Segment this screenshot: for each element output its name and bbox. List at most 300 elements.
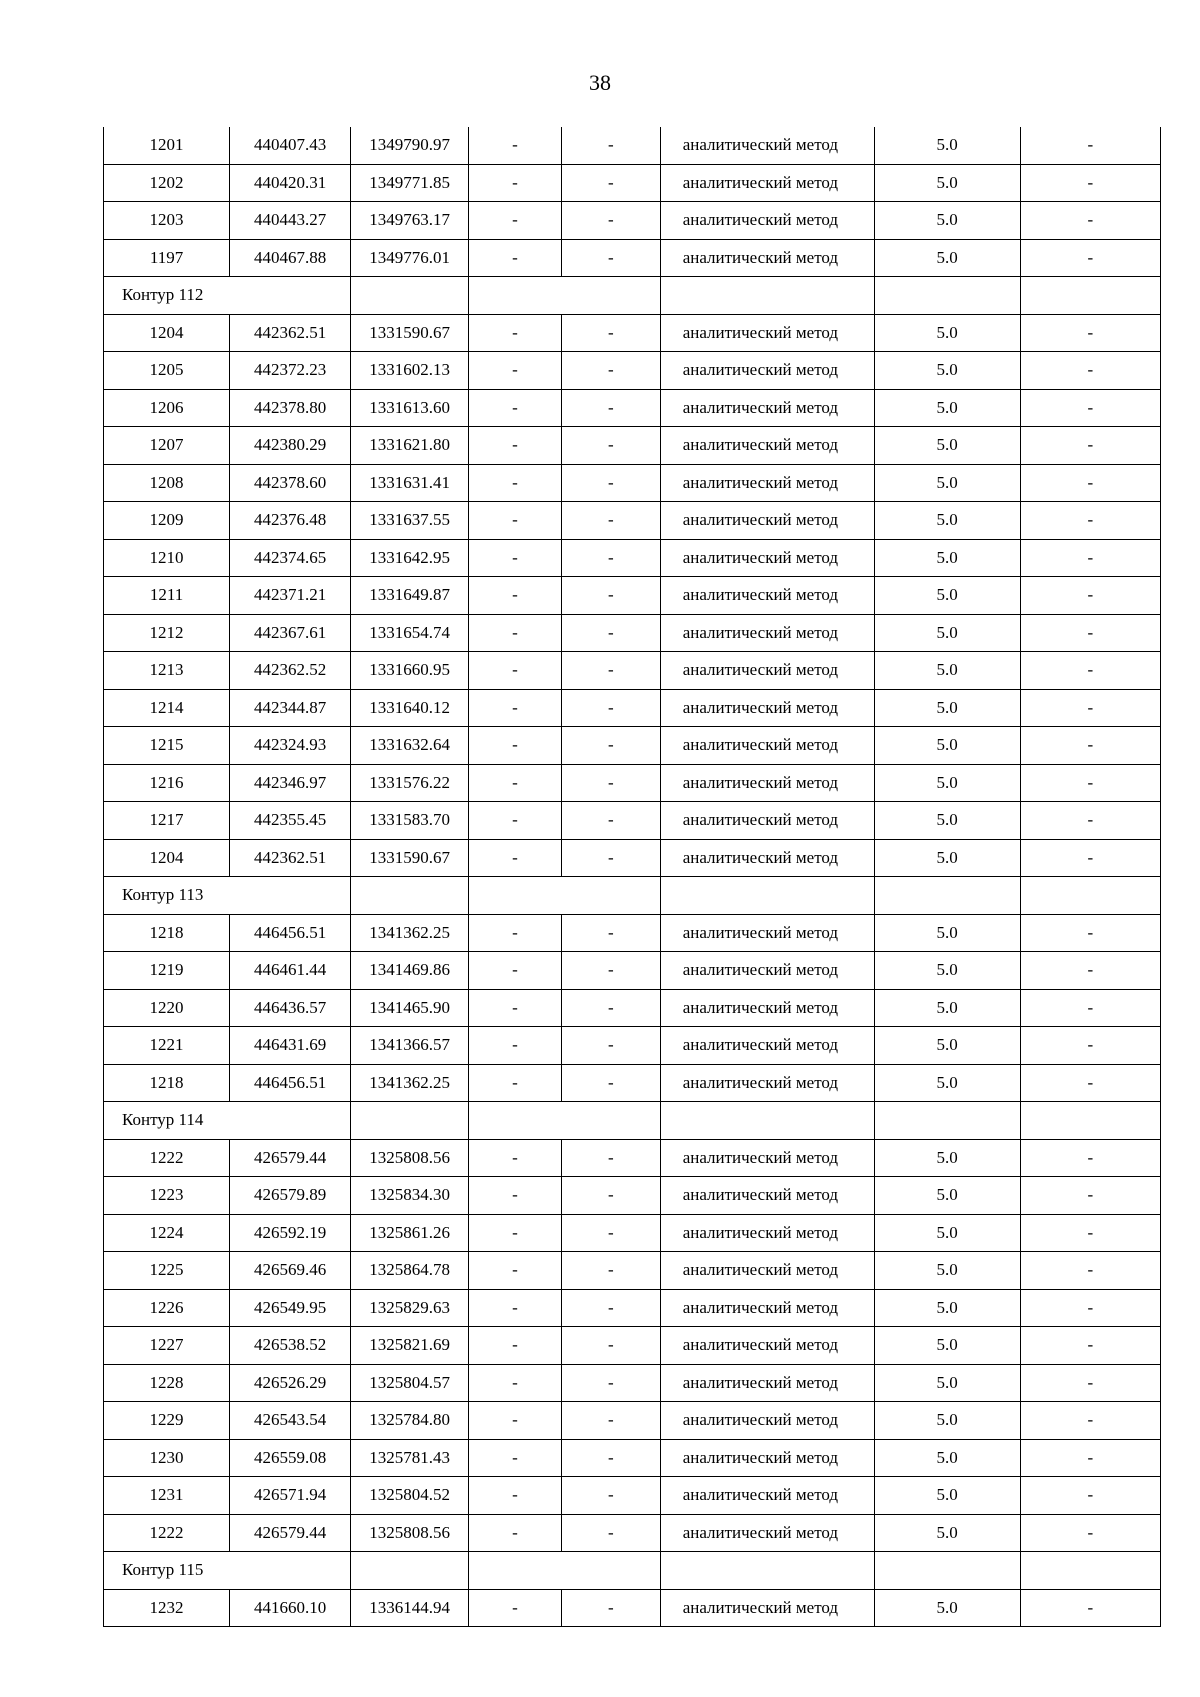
empty-value-cell: - bbox=[1020, 1064, 1160, 1102]
empty-value-cell: - bbox=[561, 239, 660, 277]
method-cell: аналитический метод bbox=[660, 502, 874, 540]
x-coordinate-cell: 426559.08 bbox=[230, 1439, 351, 1477]
method-cell: аналитический метод bbox=[660, 164, 874, 202]
empty-value-cell: - bbox=[1020, 202, 1160, 240]
y-coordinate-cell: 1331590.67 bbox=[351, 314, 469, 352]
empty-value-cell: - bbox=[561, 839, 660, 877]
y-coordinate-cell: 1341465.90 bbox=[351, 989, 469, 1027]
accuracy-cell: 5.0 bbox=[874, 1214, 1020, 1252]
point-number-cell: 1203 bbox=[104, 202, 230, 240]
empty-value-cell: - bbox=[1020, 1514, 1160, 1552]
empty-value-cell: - bbox=[561, 727, 660, 765]
blank-cell bbox=[469, 1102, 661, 1140]
empty-value-cell: - bbox=[469, 314, 562, 352]
contour-label: Контур 112 bbox=[104, 277, 351, 315]
method-cell: аналитический метод bbox=[660, 1027, 874, 1065]
y-coordinate-cell: 1331632.64 bbox=[351, 727, 469, 765]
empty-value-cell: - bbox=[1020, 652, 1160, 690]
empty-value-cell: - bbox=[1020, 164, 1160, 202]
y-coordinate-cell: 1349790.97 bbox=[351, 127, 469, 164]
blank-cell bbox=[351, 277, 469, 315]
empty-value-cell: - bbox=[561, 689, 660, 727]
empty-value-cell: - bbox=[469, 1364, 562, 1402]
point-number-cell: 1222 bbox=[104, 1139, 230, 1177]
empty-value-cell: - bbox=[561, 1327, 660, 1365]
table-row bbox=[104, 1027, 1161, 1065]
empty-value-cell: - bbox=[469, 1402, 562, 1440]
method-cell: аналитический метод bbox=[660, 614, 874, 652]
empty-value-cell: - bbox=[1020, 839, 1160, 877]
table-row bbox=[104, 1214, 1161, 1252]
method-cell: аналитический метод bbox=[660, 464, 874, 502]
blank-cell bbox=[660, 1552, 874, 1590]
y-coordinate-cell: 1325808.56 bbox=[351, 1139, 469, 1177]
empty-value-cell: - bbox=[469, 239, 562, 277]
y-coordinate-cell: 1341362.25 bbox=[351, 914, 469, 952]
point-number-cell: 1226 bbox=[104, 1289, 230, 1327]
point-number-cell: 1224 bbox=[104, 1214, 230, 1252]
blank-cell bbox=[469, 877, 661, 915]
y-coordinate-cell: 1325829.63 bbox=[351, 1289, 469, 1327]
accuracy-cell: 5.0 bbox=[874, 202, 1020, 240]
x-coordinate-cell: 442367.61 bbox=[230, 614, 351, 652]
point-number-cell: 1205 bbox=[104, 352, 230, 390]
point-number-cell: 1230 bbox=[104, 1439, 230, 1477]
point-number-cell: 1222 bbox=[104, 1514, 230, 1552]
empty-value-cell: - bbox=[469, 764, 562, 802]
accuracy-cell: 5.0 bbox=[874, 502, 1020, 540]
empty-value-cell: - bbox=[1020, 502, 1160, 540]
empty-value-cell: - bbox=[1020, 1477, 1160, 1515]
y-coordinate-cell: 1341469.86 bbox=[351, 952, 469, 990]
empty-value-cell: - bbox=[1020, 1177, 1160, 1215]
method-cell: аналитический метод bbox=[660, 1252, 874, 1290]
empty-value-cell: - bbox=[561, 427, 660, 465]
empty-value-cell: - bbox=[561, 502, 660, 540]
x-coordinate-cell: 442371.21 bbox=[230, 577, 351, 615]
x-coordinate-cell: 446456.51 bbox=[230, 1064, 351, 1102]
accuracy-cell: 5.0 bbox=[874, 1477, 1020, 1515]
point-number-cell: 1229 bbox=[104, 1402, 230, 1440]
point-number-cell: 1204 bbox=[104, 839, 230, 877]
blank-cell bbox=[874, 877, 1020, 915]
method-cell: аналитический метод bbox=[660, 1214, 874, 1252]
y-coordinate-cell: 1325834.30 bbox=[351, 1177, 469, 1215]
x-coordinate-cell: 426569.46 bbox=[230, 1252, 351, 1290]
method-cell: аналитический метод bbox=[660, 314, 874, 352]
table-row bbox=[104, 1364, 1161, 1402]
method-cell: аналитический метод bbox=[660, 1477, 874, 1515]
empty-value-cell: - bbox=[1020, 352, 1160, 390]
method-cell: аналитический метод bbox=[660, 1327, 874, 1365]
method-cell: аналитический метод bbox=[660, 802, 874, 840]
empty-value-cell: - bbox=[561, 1402, 660, 1440]
x-coordinate-cell: 442372.23 bbox=[230, 352, 351, 390]
empty-value-cell: - bbox=[469, 689, 562, 727]
table-row bbox=[104, 764, 1161, 802]
point-number-cell: 1206 bbox=[104, 389, 230, 427]
empty-value-cell: - bbox=[469, 652, 562, 690]
method-cell: аналитический метод bbox=[660, 427, 874, 465]
table-row bbox=[104, 727, 1161, 765]
y-coordinate-cell: 1325781.43 bbox=[351, 1439, 469, 1477]
empty-value-cell: - bbox=[469, 1139, 562, 1177]
table-row bbox=[104, 427, 1161, 465]
x-coordinate-cell: 446461.44 bbox=[230, 952, 351, 990]
x-coordinate-cell: 442362.51 bbox=[230, 314, 351, 352]
method-cell: аналитический метод bbox=[660, 127, 874, 164]
method-cell: аналитический метод bbox=[660, 352, 874, 390]
blank-cell bbox=[874, 277, 1020, 315]
accuracy-cell: 5.0 bbox=[874, 239, 1020, 277]
empty-value-cell: - bbox=[561, 1177, 660, 1215]
empty-value-cell: - bbox=[561, 1477, 660, 1515]
empty-value-cell: - bbox=[1020, 1289, 1160, 1327]
x-coordinate-cell: 442378.60 bbox=[230, 464, 351, 502]
point-number-cell: 1210 bbox=[104, 539, 230, 577]
y-coordinate-cell: 1325808.56 bbox=[351, 1514, 469, 1552]
empty-value-cell: - bbox=[1020, 314, 1160, 352]
accuracy-cell: 5.0 bbox=[874, 689, 1020, 727]
page-number: 38 bbox=[589, 70, 611, 95]
method-cell: аналитический метод bbox=[660, 689, 874, 727]
table-row bbox=[104, 464, 1161, 502]
table-row bbox=[104, 1439, 1161, 1477]
empty-value-cell: - bbox=[469, 1064, 562, 1102]
point-number-cell: 1216 bbox=[104, 764, 230, 802]
accuracy-cell: 5.0 bbox=[874, 1589, 1020, 1627]
contour-label: Контур 113 bbox=[104, 877, 351, 915]
blank-cell bbox=[1020, 1102, 1160, 1140]
table-row bbox=[104, 1252, 1161, 1290]
empty-value-cell: - bbox=[1020, 614, 1160, 652]
table-row bbox=[104, 202, 1161, 240]
point-number-cell: 1232 bbox=[104, 1589, 230, 1627]
empty-value-cell: - bbox=[469, 1027, 562, 1065]
empty-value-cell: - bbox=[561, 1252, 660, 1290]
empty-value-cell: - bbox=[561, 952, 660, 990]
contour-header-row bbox=[104, 1102, 1161, 1140]
blank-cell bbox=[874, 1102, 1020, 1140]
method-cell: аналитический метод bbox=[660, 952, 874, 990]
table-row bbox=[104, 1402, 1161, 1440]
table-row bbox=[104, 1289, 1161, 1327]
x-coordinate-cell: 442346.97 bbox=[230, 764, 351, 802]
blank-cell bbox=[469, 277, 661, 315]
x-coordinate-cell: 440443.27 bbox=[230, 202, 351, 240]
x-coordinate-cell: 426592.19 bbox=[230, 1214, 351, 1252]
x-coordinate-cell: 442376.48 bbox=[230, 502, 351, 540]
y-coordinate-cell: 1341362.25 bbox=[351, 1064, 469, 1102]
method-cell: аналитический метод bbox=[660, 1402, 874, 1440]
empty-value-cell: - bbox=[1020, 539, 1160, 577]
method-cell: аналитический метод bbox=[660, 239, 874, 277]
method-cell: аналитический метод bbox=[660, 202, 874, 240]
empty-value-cell: - bbox=[469, 952, 562, 990]
blank-cell bbox=[874, 1552, 1020, 1590]
empty-value-cell: - bbox=[561, 652, 660, 690]
blank-cell bbox=[469, 1552, 661, 1590]
table-row bbox=[104, 164, 1161, 202]
accuracy-cell: 5.0 bbox=[874, 1289, 1020, 1327]
empty-value-cell: - bbox=[469, 839, 562, 877]
y-coordinate-cell: 1331649.87 bbox=[351, 577, 469, 615]
point-number-cell: 1217 bbox=[104, 802, 230, 840]
accuracy-cell: 5.0 bbox=[874, 1439, 1020, 1477]
method-cell: аналитический метод bbox=[660, 989, 874, 1027]
empty-value-cell: - bbox=[561, 202, 660, 240]
contour-header-row bbox=[104, 1552, 1161, 1590]
table-row bbox=[104, 502, 1161, 540]
empty-value-cell: - bbox=[561, 1289, 660, 1327]
blank-cell bbox=[660, 877, 874, 915]
method-cell: аналитический метод bbox=[660, 577, 874, 615]
empty-value-cell: - bbox=[469, 1477, 562, 1515]
empty-value-cell: - bbox=[561, 1139, 660, 1177]
accuracy-cell: 5.0 bbox=[874, 652, 1020, 690]
empty-value-cell: - bbox=[469, 427, 562, 465]
blank-cell bbox=[660, 1102, 874, 1140]
empty-value-cell: - bbox=[561, 802, 660, 840]
empty-value-cell: - bbox=[1020, 952, 1160, 990]
y-coordinate-cell: 1349776.01 bbox=[351, 239, 469, 277]
blank-cell bbox=[1020, 877, 1160, 915]
y-coordinate-cell: 1331642.95 bbox=[351, 539, 469, 577]
method-cell: аналитический метод bbox=[660, 1439, 874, 1477]
contour-label: Контур 114 bbox=[104, 1102, 351, 1140]
empty-value-cell: - bbox=[1020, 1139, 1160, 1177]
table-row bbox=[104, 839, 1161, 877]
empty-value-cell: - bbox=[561, 1589, 660, 1627]
y-coordinate-cell: 1331590.67 bbox=[351, 839, 469, 877]
point-number-cell: 1231 bbox=[104, 1477, 230, 1515]
y-coordinate-cell: 1331640.12 bbox=[351, 689, 469, 727]
accuracy-cell: 5.0 bbox=[874, 1364, 1020, 1402]
empty-value-cell: - bbox=[561, 1027, 660, 1065]
x-coordinate-cell: 442374.65 bbox=[230, 539, 351, 577]
x-coordinate-cell: 442362.51 bbox=[230, 839, 351, 877]
empty-value-cell: - bbox=[1020, 389, 1160, 427]
x-coordinate-cell: 442324.93 bbox=[230, 727, 351, 765]
point-number-cell: 1220 bbox=[104, 989, 230, 1027]
y-coordinate-cell: 1331576.22 bbox=[351, 764, 469, 802]
empty-value-cell: - bbox=[469, 1514, 562, 1552]
method-cell: аналитический метод bbox=[660, 1289, 874, 1327]
method-cell: аналитический метод bbox=[660, 1139, 874, 1177]
empty-value-cell: - bbox=[1020, 1027, 1160, 1065]
x-coordinate-cell: 440420.31 bbox=[230, 164, 351, 202]
x-coordinate-cell: 426549.95 bbox=[230, 1289, 351, 1327]
coordinates-table bbox=[103, 127, 1161, 1627]
contour-header-row bbox=[104, 877, 1161, 915]
x-coordinate-cell: 426526.29 bbox=[230, 1364, 351, 1402]
empty-value-cell: - bbox=[469, 727, 562, 765]
empty-value-cell: - bbox=[469, 502, 562, 540]
empty-value-cell: - bbox=[561, 989, 660, 1027]
point-number-cell: 1207 bbox=[104, 427, 230, 465]
method-cell: аналитический метод bbox=[660, 1514, 874, 1552]
method-cell: аналитический метод bbox=[660, 914, 874, 952]
y-coordinate-cell: 1325804.52 bbox=[351, 1477, 469, 1515]
empty-value-cell: - bbox=[561, 389, 660, 427]
y-coordinate-cell: 1336144.94 bbox=[351, 1589, 469, 1627]
accuracy-cell: 5.0 bbox=[874, 1027, 1020, 1065]
x-coordinate-cell: 442378.80 bbox=[230, 389, 351, 427]
empty-value-cell: - bbox=[561, 1439, 660, 1477]
empty-value-cell: - bbox=[1020, 1252, 1160, 1290]
empty-value-cell: - bbox=[561, 164, 660, 202]
point-number-cell: 1211 bbox=[104, 577, 230, 615]
empty-value-cell: - bbox=[1020, 1589, 1160, 1627]
x-coordinate-cell: 441660.10 bbox=[230, 1589, 351, 1627]
accuracy-cell: 5.0 bbox=[874, 352, 1020, 390]
point-number-cell: 1215 bbox=[104, 727, 230, 765]
accuracy-cell: 5.0 bbox=[874, 464, 1020, 502]
y-coordinate-cell: 1325821.69 bbox=[351, 1327, 469, 1365]
empty-value-cell: - bbox=[1020, 1402, 1160, 1440]
empty-value-cell: - bbox=[1020, 464, 1160, 502]
accuracy-cell: 5.0 bbox=[874, 389, 1020, 427]
empty-value-cell: - bbox=[469, 1214, 562, 1252]
empty-value-cell: - bbox=[469, 614, 562, 652]
x-coordinate-cell: 426538.52 bbox=[230, 1327, 351, 1365]
empty-value-cell: - bbox=[561, 352, 660, 390]
empty-value-cell: - bbox=[469, 202, 562, 240]
y-coordinate-cell: 1325784.80 bbox=[351, 1402, 469, 1440]
point-number-cell: 1218 bbox=[104, 1064, 230, 1102]
table-row bbox=[104, 914, 1161, 952]
point-number-cell: 1221 bbox=[104, 1027, 230, 1065]
empty-value-cell: - bbox=[561, 464, 660, 502]
table-row bbox=[104, 1139, 1161, 1177]
blank-cell bbox=[1020, 1552, 1160, 1590]
table-row bbox=[104, 239, 1161, 277]
accuracy-cell: 5.0 bbox=[874, 127, 1020, 164]
method-cell: аналитический метод bbox=[660, 1589, 874, 1627]
x-coordinate-cell: 440407.43 bbox=[230, 127, 351, 164]
empty-value-cell: - bbox=[469, 127, 562, 164]
empty-value-cell: - bbox=[469, 1289, 562, 1327]
contour-label: Контур 115 bbox=[104, 1552, 351, 1590]
method-cell: аналитический метод bbox=[660, 1177, 874, 1215]
x-coordinate-cell: 442355.45 bbox=[230, 802, 351, 840]
table-row bbox=[104, 989, 1161, 1027]
point-number-cell: 1209 bbox=[104, 502, 230, 540]
y-coordinate-cell: 1331637.55 bbox=[351, 502, 469, 540]
point-number-cell: 1201 bbox=[104, 127, 230, 164]
y-coordinate-cell: 1341366.57 bbox=[351, 1027, 469, 1065]
empty-value-cell: - bbox=[1020, 427, 1160, 465]
table-row bbox=[104, 689, 1161, 727]
empty-value-cell: - bbox=[561, 614, 660, 652]
y-coordinate-cell: 1325861.26 bbox=[351, 1214, 469, 1252]
accuracy-cell: 5.0 bbox=[874, 427, 1020, 465]
y-coordinate-cell: 1331621.80 bbox=[351, 427, 469, 465]
accuracy-cell: 5.0 bbox=[874, 1139, 1020, 1177]
point-number-cell: 1208 bbox=[104, 464, 230, 502]
point-number-cell: 1214 bbox=[104, 689, 230, 727]
empty-value-cell: - bbox=[561, 1064, 660, 1102]
x-coordinate-cell: 446436.57 bbox=[230, 989, 351, 1027]
empty-value-cell: - bbox=[561, 1514, 660, 1552]
accuracy-cell: 5.0 bbox=[874, 314, 1020, 352]
empty-value-cell: - bbox=[1020, 802, 1160, 840]
table-row bbox=[104, 352, 1161, 390]
y-coordinate-cell: 1331654.74 bbox=[351, 614, 469, 652]
empty-value-cell: - bbox=[561, 764, 660, 802]
method-cell: аналитический метод bbox=[660, 389, 874, 427]
x-coordinate-cell: 426543.54 bbox=[230, 1402, 351, 1440]
y-coordinate-cell: 1331583.70 bbox=[351, 802, 469, 840]
empty-value-cell: - bbox=[1020, 577, 1160, 615]
empty-value-cell: - bbox=[1020, 239, 1160, 277]
empty-value-cell: - bbox=[469, 1177, 562, 1215]
empty-value-cell: - bbox=[469, 989, 562, 1027]
empty-value-cell: - bbox=[469, 1589, 562, 1627]
y-coordinate-cell: 1349763.17 bbox=[351, 202, 469, 240]
table-row bbox=[104, 1064, 1161, 1102]
table-row bbox=[104, 952, 1161, 990]
empty-value-cell: - bbox=[469, 914, 562, 952]
empty-value-cell: - bbox=[561, 577, 660, 615]
y-coordinate-cell: 1325804.57 bbox=[351, 1364, 469, 1402]
empty-value-cell: - bbox=[469, 352, 562, 390]
point-number-cell: 1197 bbox=[104, 239, 230, 277]
method-cell: аналитический метод bbox=[660, 1064, 874, 1102]
point-number-cell: 1212 bbox=[104, 614, 230, 652]
accuracy-cell: 5.0 bbox=[874, 839, 1020, 877]
table-row bbox=[104, 577, 1161, 615]
method-cell: аналитический метод bbox=[660, 764, 874, 802]
empty-value-cell: - bbox=[561, 314, 660, 352]
x-coordinate-cell: 440467.88 bbox=[230, 239, 351, 277]
empty-value-cell: - bbox=[561, 539, 660, 577]
empty-value-cell: - bbox=[1020, 127, 1160, 164]
empty-value-cell: - bbox=[1020, 764, 1160, 802]
empty-value-cell: - bbox=[561, 1364, 660, 1402]
accuracy-cell: 5.0 bbox=[874, 914, 1020, 952]
point-number-cell: 1219 bbox=[104, 952, 230, 990]
table-row bbox=[104, 1514, 1161, 1552]
contour-header-row bbox=[104, 277, 1161, 315]
x-coordinate-cell: 442344.87 bbox=[230, 689, 351, 727]
method-cell: аналитический метод bbox=[660, 1364, 874, 1402]
table-row bbox=[104, 1327, 1161, 1365]
accuracy-cell: 5.0 bbox=[874, 1402, 1020, 1440]
x-coordinate-cell: 446431.69 bbox=[230, 1027, 351, 1065]
accuracy-cell: 5.0 bbox=[874, 952, 1020, 990]
empty-value-cell: - bbox=[469, 1327, 562, 1365]
empty-value-cell: - bbox=[1020, 1214, 1160, 1252]
x-coordinate-cell: 442362.52 bbox=[230, 652, 351, 690]
method-cell: аналитический метод bbox=[660, 652, 874, 690]
table-row bbox=[104, 127, 1161, 164]
empty-value-cell: - bbox=[1020, 1364, 1160, 1402]
empty-value-cell: - bbox=[1020, 1439, 1160, 1477]
y-coordinate-cell: 1325864.78 bbox=[351, 1252, 469, 1290]
empty-value-cell: - bbox=[469, 389, 562, 427]
point-number-cell: 1204 bbox=[104, 314, 230, 352]
table-row bbox=[104, 1477, 1161, 1515]
table-row bbox=[104, 314, 1161, 352]
empty-value-cell: - bbox=[469, 1439, 562, 1477]
table-row bbox=[104, 389, 1161, 427]
y-coordinate-cell: 1331631.41 bbox=[351, 464, 469, 502]
blank-cell bbox=[1020, 277, 1160, 315]
y-coordinate-cell: 1349771.85 bbox=[351, 164, 469, 202]
method-cell: аналитический метод bbox=[660, 727, 874, 765]
point-number-cell: 1202 bbox=[104, 164, 230, 202]
